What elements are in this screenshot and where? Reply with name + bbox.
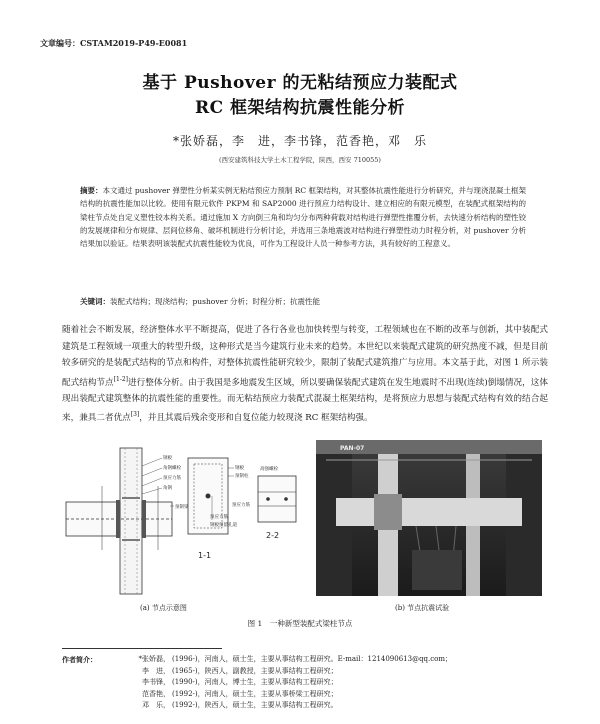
figure-subcaption-b: (b) 节点抗震试验 — [395, 604, 450, 612]
joint-schematic-drawing — [62, 446, 302, 596]
drawing-label: 预制柱 — [235, 474, 249, 479]
figure-subcaption-a: (a) 节点示意图 — [140, 604, 187, 612]
body-text-part3: ，并且其震后残余变形和自复位能力较现浇 RC 框架结构强。 — [139, 413, 373, 424]
drawing-label: 钢板 — [235, 466, 244, 471]
keywords-label: 关键词： — [80, 297, 110, 306]
drawing-label: 预制梁 — [175, 505, 189, 510]
footnote-row — [62, 654, 452, 666]
photo-specimen-label: PAN-07 — [340, 445, 365, 452]
figure-caption: 图 1 一种新型装配式梁柱节点 — [247, 619, 353, 628]
footnote-text: (1965-)，陕西人，副教授，主要从事结构工程研究； — [172, 666, 338, 675]
photo-beam — [336, 498, 522, 526]
section-label-11: 1-1 — [198, 551, 212, 560]
steel-plate — [116, 500, 120, 538]
steel-plate — [142, 500, 146, 538]
footnote-head: 作者简介： — [62, 655, 97, 664]
footnote-name: *张娇磊， — [138, 655, 170, 663]
footnote-row — [62, 689, 452, 701]
author-footnote — [62, 654, 452, 712]
section-22-outline — [258, 476, 296, 522]
drawing-label: 预应力筋 — [232, 503, 250, 508]
paper-title-line1: 基于 Pushover 的无粘结预应力装配式 — [142, 73, 458, 93]
footnote-text: (1992-)，河南人，硕士生，主要从事桥梁工程研究； — [172, 689, 338, 698]
drawing-label: 角钢 — [163, 486, 172, 491]
drawing-label: 高强螺栓 — [260, 467, 278, 472]
footnote-text: (1992-)，陕西人，硕士生，主要从事结构工程研究。 — [172, 701, 338, 709]
article-id: 文章编号：CSTAM2019-P49-E0081 — [40, 38, 188, 48]
joint-test-photo — [316, 440, 542, 596]
footnote-name: 范香艳， — [142, 689, 170, 698]
abstract-label: 摘要： — [80, 186, 103, 195]
drawing-label: 预应力筋 — [210, 515, 228, 520]
abstract-text: 本文通过 pushover 弹塑性分析某实例无粘结预应力预制 RC 框架结构，对其整体抗震性能进行分析研究，并与现浇混凝土框架结构的抗震性能加以比较。使用有限元软件 PKPM 和 SAP2000 进行预应力结构设计、建立相应的有限元模型，在装配式框架结构的梁柱节点处自定义塑性铰本构关系。通过施加 X 方向倒三角和均匀分布两种荷载对结构进行弹塑性推覆分析，去快速分析结构的塑性铰的发展规律和分布规律、层间位移角、破坏机制进行分析讨论，并选用三条地震波对结构进行弹塑性动力时程分析，对 pushover 分析结果加以验证。结果表明该装配式抗震性能较为优良，可作为工程设计人员一种参考方法，具有较好的工程意义。 — [80, 186, 527, 249]
citation-ref[interactable]: [1-2] — [113, 375, 128, 383]
footnote-name: 李 进， — [142, 666, 170, 675]
precast-column — [120, 448, 142, 594]
author-list: *张娇磊，李 进，李书锋，范香艳，邓 乐 — [172, 134, 427, 148]
footnote-name: 李书锋， — [142, 678, 170, 686]
paper-title-line2: RC 框架结构抗震性能分析 — [194, 98, 406, 118]
body-text-part1: 随着社会不断发展，经济整体水平不断提高，促进了各行各业也加快转型与转变，工程领域也在不断的改革与创新，其中装配式建筑是工程领域一项重大的转型升级，这种形式是当今建筑行业未来的趋势。本世纪以来装配式建筑的研究热度不减，但是目前较多研究的是装配式结构的节点和构件，对整体抗震性能研究较少，限制了装配式建筑推广与应用。本文基于此，对图 1 所示装配式结构节点 — [62, 325, 548, 388]
section-label-22: 2-2 — [266, 531, 280, 540]
footnote-row — [62, 666, 452, 678]
footnote-name: 邓 乐， — [142, 701, 170, 709]
drawing-label: 钢板 — [163, 456, 172, 461]
abstract — [80, 184, 526, 250]
tendon-hole — [206, 494, 211, 499]
body-paragraph — [62, 322, 548, 427]
drawing-label: 角钢螺栓 — [163, 466, 181, 471]
tendon-hole — [266, 497, 270, 501]
tendon-hole — [284, 497, 288, 501]
body-text-part2: 进行整体分析。由于我国是多地震发生区域，所以要确保装配式建筑在发生地震时不出现(连续)倒塌情况，这体现出装配式建筑整体的抗震性能的重要性。而无粘结预应力装配式混凝土框架结构，是将预应力思想与装配式结构有效的结合起来，兼具二者优点 — [62, 377, 548, 424]
drawing-label: 钢板预留孔道 — [210, 523, 237, 528]
footnote-text: (1990-)，河南人，博士生，主要从事结构工程研究； — [172, 678, 338, 686]
keywords-text: 装配式结构；现浇结构；pushover 分析；时程分析；抗震性能 — [110, 297, 320, 306]
footnote-row — [62, 677, 452, 689]
drawing-label: 预应力筋 — [163, 476, 181, 481]
affiliation: (西安建筑科技大学土木工程学院，陕西，西安 710055) — [219, 156, 381, 164]
citation-ref[interactable]: [3] — [130, 411, 140, 419]
footnote-text: (1996-)，河南人，硕士生，主要从事结构工程研究。E-mail：1214090613@qq.com； — [172, 655, 453, 663]
footnote-rule — [62, 648, 222, 649]
footnote-row — [62, 700, 452, 712]
keywords — [80, 296, 526, 307]
